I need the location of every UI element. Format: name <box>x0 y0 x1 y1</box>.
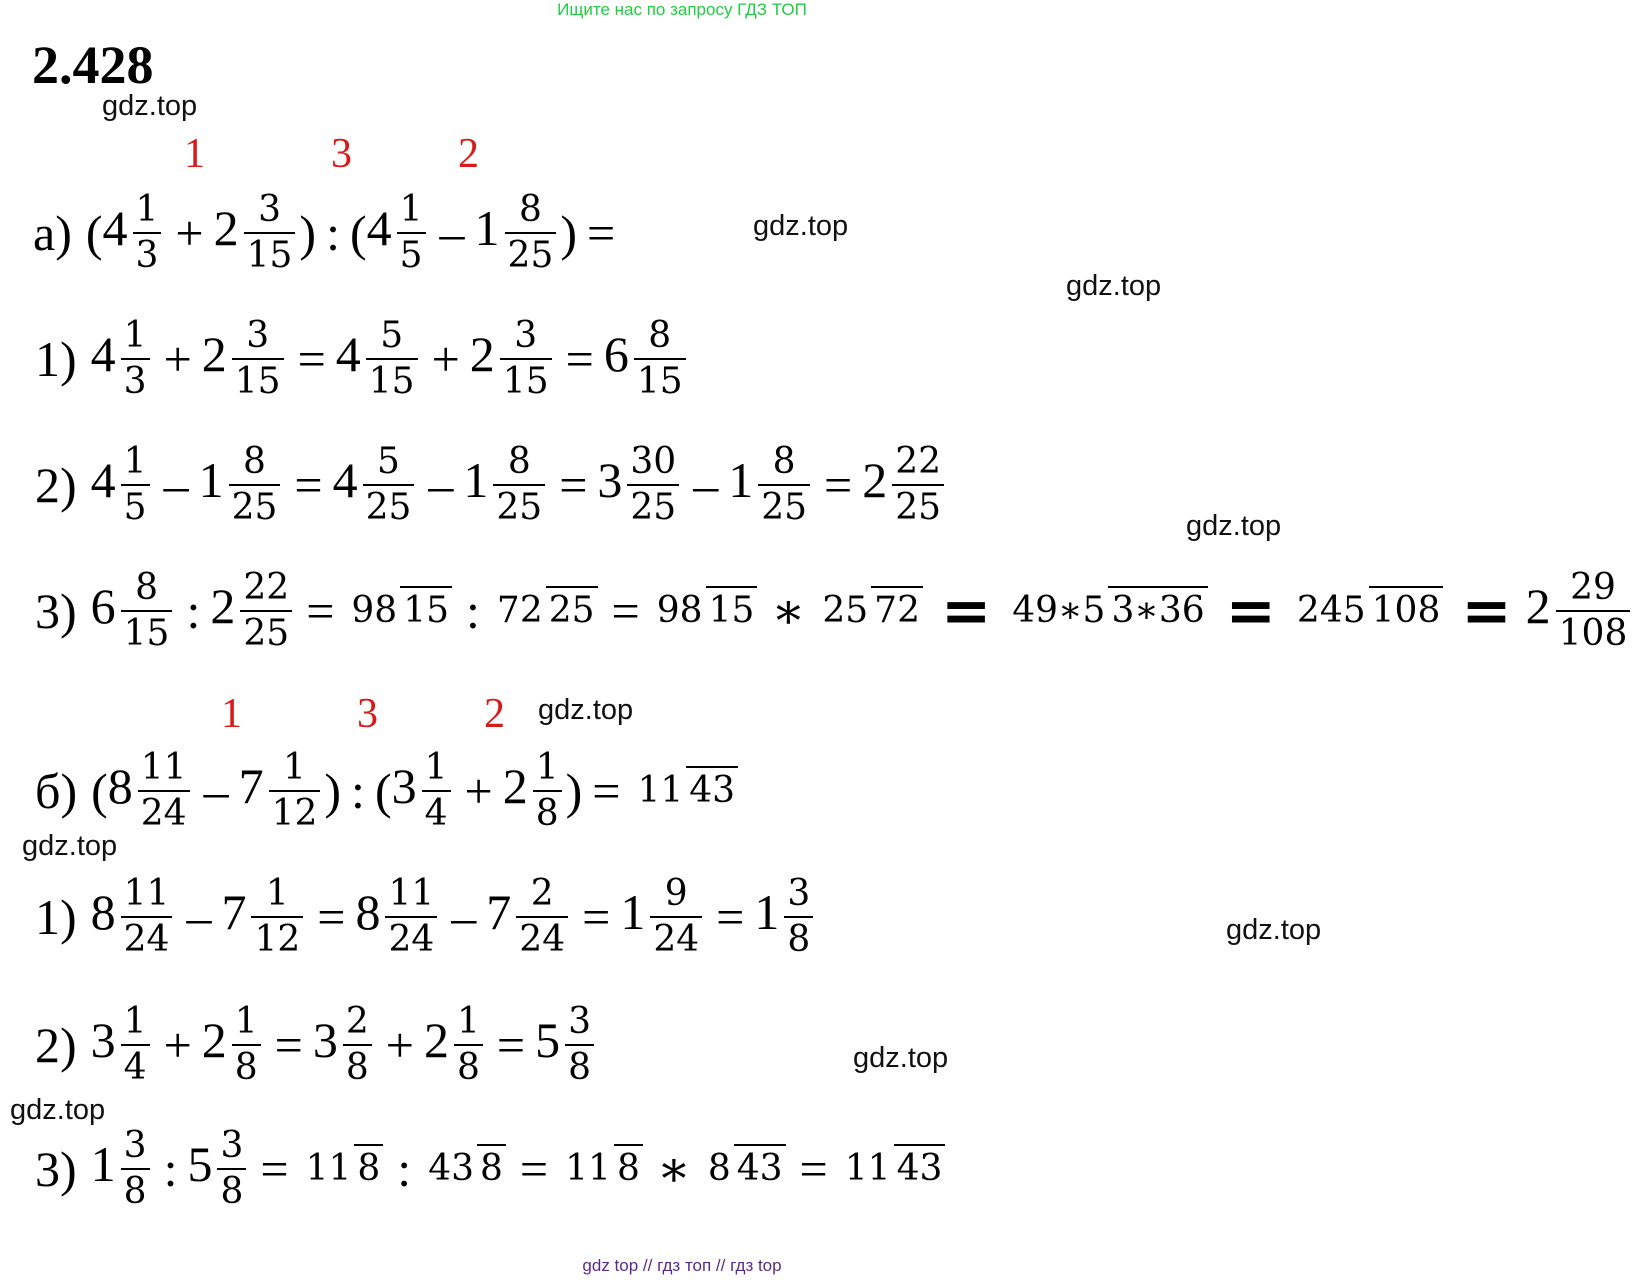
mixed-number: 4 $\frac{1}{3}$ <box>103 190 166 277</box>
solution-step-a3: 3) 6 $\frac{8}{15}$ : 2 $\frac{22}{25}$ = 98 15 : 72 25 = 98 15 ∗ 25 72 = 49∗5 3∗36 = 245 108 = 2 $\frac{29}{108}$ <box>35 568 1634 655</box>
step-label: 2) <box>35 457 77 514</box>
watermark: gdz.top <box>1186 510 1282 542</box>
expression-a: а) ( 4 $\frac{1}{3}$ + 2 $\frac{3}{15}$ ) : ( 4 $\frac{1}{5}$ – 1 $\frac{8}{25}$ ) = <box>33 189 616 277</box>
paren: ( <box>85 205 103 262</box>
step-order-number: 1 <box>184 131 205 177</box>
step-label: 1) <box>35 331 77 388</box>
watermark: gdz.top <box>22 830 118 862</box>
step-order-number: 2 <box>484 691 505 737</box>
solution-step-a1: 1) 4 $\frac{1}{3}$ + 2 $\frac{3}{15}$ = 4 $\frac{5}{15}$ + 2 $\frac{3}{15}$ = 6 $\frac{8}{15}$ <box>35 316 690 403</box>
watermark: gdz.top <box>1066 270 1162 302</box>
solution-step-a2: 2) 4 $\frac{1}{5}$ – 1 $\frac{8}{25}$ = 4 $\frac{5}{25}$ – 1 $\frac{8}{25}$ = 3 $\frac{30}{25}$ – 1 $\frac{8}{25}$ = 2 $\frac{22}{25}$ <box>35 442 948 529</box>
step-order-number: 2 <box>458 131 479 177</box>
watermark: gdz.top <box>1226 914 1322 946</box>
watermark: gdz.top <box>538 694 634 726</box>
step-order-number: 3 <box>357 691 378 737</box>
step-order-number: 1 <box>221 691 242 737</box>
solution-step-b2: 2) 3 $\frac{1}{4}$ + 2 $\frac{1}{8}$ = 3 $\frac{2}{8}$ + 2 $\frac{1}{8}$ = 5 $\frac{3}{8}$ <box>35 1002 598 1089</box>
expression-b: б) ( 8 $\frac{11}{24}$ – 7 $\frac{1}{12}$ ) : ( 3 $\frac{1}{4}$ + 2 $\frac{1}{8}$ ) = 11 43 <box>35 748 742 835</box>
solution-step-b1: 1) 8 $\frac{11}{24}$ – 7 $\frac{1}{12}$ = 8 $\frac{11}{24}$ – 7 $\frac{2}{24}$ = 1 $\frac{9}{24}$ = 1 $\frac{3}{8}$ <box>35 874 817 961</box>
step-label: 3) <box>35 583 77 640</box>
watermark: gdz.top <box>853 1042 949 1074</box>
step-label: 3) <box>35 1141 77 1198</box>
part-label: б) <box>35 763 78 820</box>
mixed-number: 1 $\frac{8}{25}$ <box>475 190 561 277</box>
step-label: 1) <box>35 889 77 946</box>
exercise-title: 2.428 <box>32 35 154 95</box>
mixed-number: 2 $\frac{3}{15}$ <box>214 190 300 277</box>
mixed-number: 4 $\frac{1}{5}$ <box>367 190 430 277</box>
watermark: gdz.top <box>753 210 849 242</box>
footer-links[interactable]: gdz top // гдз топ // гдз top <box>582 1256 782 1275</box>
step-label: 2) <box>35 1017 77 1074</box>
search-banner: Ищите нас по запросу ГДЗ ТОП <box>557 0 807 19</box>
watermark: gdz.top <box>102 90 198 122</box>
watermark: gdz.top <box>10 1094 106 1126</box>
solution-step-b3: 3) 1 $\frac{3}{8}$ : 5 $\frac{3}{8}$ = 11 8 : 43 8 = 11 8 ∗ 8 43 = 11 43 <box>35 1126 949 1213</box>
part-label: а) <box>33 205 72 262</box>
step-order-number: 3 <box>331 131 352 177</box>
